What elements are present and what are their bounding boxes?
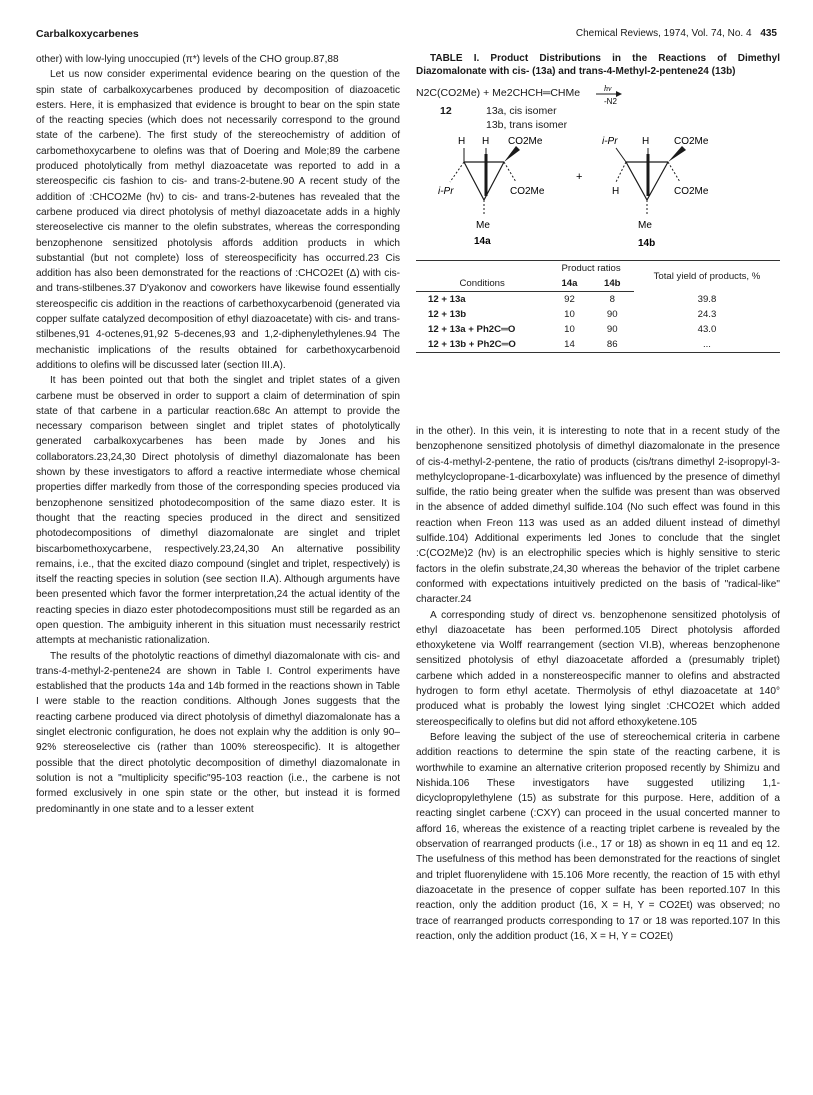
cell-conditions: 12 + 13a — [428, 294, 466, 305]
cell-yield: 39.8 — [697, 293, 717, 305]
header-14b: 14b — [591, 276, 634, 292]
mol14a-co2me-top: CO2Me — [508, 136, 543, 147]
cell-14b: 8 — [609, 294, 615, 305]
table-row — [416, 307, 780, 322]
label-13a: 13a, cis isomer — [486, 105, 557, 117]
paragraph: The results of the photolytic reactions of dimethyl diazomalonate with cis- and trans-4-methyl-2-pentene24 are shown in Table I. Control experiments have established that the products 14a and 14b formed in the reactions shown in Table I were stable to the reaction conditions. Although Jones suggests that the reacting carbene produced via direct photolysis of dimethyl diazomalonate has a singlet electronic configuration, he does not explain why the addition is only 90–92% stereoselective cis (rather than 100% stereospecific). It is altogether possible that the direct photolytic decomposition of dimethyl diazomalonate in solution is not a "multiplicity specific"95-103 reaction (i.e., the carbene is not formed exclusively in one spin state or the other, but instead it is formed predominantly in one state and to a lesser extent — [36, 650, 400, 815]
cell-14a: 14 — [548, 337, 590, 353]
cell-yield: ... — [634, 337, 780, 353]
cell-14a: 92 — [564, 294, 575, 305]
right-column-text — [416, 424, 780, 944]
mol14b-h1: H — [642, 136, 650, 147]
label-13b: 13b, trans isomer — [486, 119, 568, 131]
table-row — [416, 322, 780, 337]
mol14b-co2me-bottom: CO2Me — [674, 186, 709, 197]
table-title: TABLE I. Product Distributions in the Reactions of Dimethyl Diazomalonate with cis- (13a) and trans-4-Methyl-2-pentene24 (13b) — [416, 53, 780, 77]
paragraph: It has been pointed out that both the singlet and triplet states of a given carbene must be observed in order to support a claim of determination of spin state of that carbene in a particular reaction.68c An attempt to provide the necessary comparison between singlet and triplet states of photolytically generated carbalkoxycarbenes has been made by Jones and his collaborators.23,24,30 Direct photolysis of dimethyl diazomalonate has been shown by these investigators to afford a reactive intermediate whose chemical properties differ markedly from those of the corresponding species produced via benzophenone sensitized photodecomposition of the same diazo ester. It is thought that the reacting species produced in the direct and sensitized photodecompositions of dimethyl diazomalonate are singlet and triplet biscarbomethoxycarbene, respectively.23,24,30 An alternative possibility remains, i.e., that the excited diazo compound (singlet and triplet, respectively) is itself the reacting species in solution (see section II.A). Although arguments have been presented which favor the former interpretation,24 the actual identity of the reacting species in diazo ester photodecompositions must still be regarded as an open question. The ambiguity inherent in this situation must necessarily restrict attempts at mechanistic rationalization. — [36, 375, 400, 647]
paragraph: Before leaving the subject of the use of stereochemical criteria in carbene addition reactions to determine the spin state of the reacting carbene, it is worthwhile to examine an alternative criterion proposed recently by Shimizu and Nishida.106 These investigators have suggested utilizing 1,1-dicyclopropylethylene (15) as substrate for this purpose. Here, addition of a reacting singlet carbene (:CXY) can proceed in the usual concerted manner to afford 16, whereas the existence of a reacting triplet carbene is revealed by the observation of rearranged products (i.e., 17 or 18) as shown in eq 11 and eq 12. The usefulness of this method has been demonstrated for the reactions of singlet and triplet fluorenylidene with 15.106 More recently, the reaction of 15 with ethyl diazoacetate in the presence of copper sulfate has been reported.107 In this reaction, only the addition product (16, X = H, Y = CO2Et) was observed; no trace of rearranged products corresponding to 17 or 18 was reported.107 In this reaction, only the addition product (16, X = H, Y = CO2Et) — [416, 731, 780, 942]
header-14a: 14a — [548, 276, 590, 292]
cell-conditions: 12 + 13b + Ph2C═O — [416, 337, 548, 353]
header-product-ratios: Product ratios — [548, 261, 634, 277]
mol14b-label: 14b — [638, 238, 656, 249]
page-number: 435 — [760, 28, 777, 39]
paragraph: A corresponding study of direct vs. benzophenone sensitized photolysis of ethyl diazoacetate has been performed.105 Direct photolysis afforded ethoxyketene via Wolff rearrangement (section VI.B), whereas benzophenone sensitized photolysis of ethyl diazoacetate afforded a (presumably triplet) carbene which added in a nonstereospecific manner to olefins and abstracted hydrogen to form ethyl acetate. Thermolysis of ethyl diazoacetate at 140° produced what is probably the lowest lying singlet :CHCO2Et which added stereospecifically to olefins but did not afford ethoxyketene.105 — [416, 609, 780, 728]
table-row — [416, 292, 780, 308]
arrow-label-top: hν — [604, 84, 612, 93]
left-column — [36, 52, 400, 817]
table-row — [416, 337, 780, 353]
header-conditions: Conditions — [416, 276, 548, 292]
paragraph: Let us now consider experimental evidence bearing on the question of the spin state of carbalkoxycarbenes produced by decomposition of diazoacetic esters. Here, it is emphasized that evidence is brought to bear on the spin state of the reacting species (which does not necessarily correspond to the ground state of the carbene). The first study of the stereochemistry of addition of carbomethoxycarbene to olefins was that of Doering and Mole;89 the carbene produced photolytically from methyl diazoacetate was reported to add in a stereospecific cis fashion to cis- and trans-2-butene.90 A recent study of the addition of :CHCO2Me (hν) to cis- and trans-2-butenes has revealed that the carbene produced via direct photolysis of methyl diazoacetate adds in a highly stereoselective cis manner to the olefin substrates, whereas the corresponding benzophenone sensitized photolysis affords addition products in which substantial (but not complete) loss of stereospecificity has occurred.23 Cis addition has also been demonstrated for the reactions of :CHCO2Et (Δ) with cis- and trans-stilbenes.37 D'yakonov and coworkers have likewise found essentially stereospecific cis addition in the reactions of carbethoxycarbenoid (generated via copper sulfate catalyzed decomposition of ethyl diazoacetate) with cis- and trans-stilbenes,91 4-octenes,91,92 5-decenes,93 and 1,2-diphenylethylenes.94 The mechanistic implications of the results obtained for carbethoxycarbenoid additions to olefins will be discussed later (section III.A). — [36, 69, 400, 371]
cell-yield: 24.3 — [697, 309, 717, 320]
mol14b-co2me-top: CO2Me — [674, 136, 709, 147]
cell-14a: 10 — [564, 309, 575, 320]
section-running-title: Carbalkoxycarbenes — [36, 28, 139, 40]
right-column — [416, 52, 780, 944]
cell-14b: 90 — [606, 324, 618, 335]
product-table — [416, 260, 780, 353]
journal-header — [576, 28, 777, 39]
cell-conditions: 12 + 13a + Ph2C═O — [428, 324, 516, 335]
mol14a-h2: H — [482, 136, 490, 147]
label-12: 12 — [440, 105, 452, 117]
mol14a-me: Me — [476, 220, 490, 231]
mol14a-co2me-bottom: CO2Me — [510, 186, 545, 197]
mol14a-label: 14a — [474, 236, 491, 247]
header-total-yield: Total yield of products, % — [634, 261, 780, 292]
cell-14a: 10 — [564, 324, 575, 335]
arrow-label-bottom: -N2 — [604, 97, 617, 106]
reaction-scheme — [416, 84, 780, 350]
cell-yield: 43.0 — [697, 324, 717, 335]
cell-14b: 90 — [606, 309, 618, 320]
plus-sign: + — [576, 171, 583, 183]
journal-citation: Chemical Reviews, 1974, Vol. 74, No. 4 — [575, 28, 752, 39]
mol14b-h2: H — [612, 186, 620, 197]
reaction-equation: N2C(CO2Me) + Me2CHCH═CHMe — [416, 87, 581, 99]
mol14a-ipr: i-Pr — [438, 186, 454, 197]
paragraph: other) with low-lying unoccupied (π*) levels of the CHO group.87,88 — [36, 54, 339, 65]
paragraph: in the other). In this vein, it is interesting to note that in a recent study of the benzophenone sensitized photolysis of dimethyl diazomalonate in the presence of cis-4-methyl-2-pentene, the ratio of products (cis/trans dimethyl 2-isopropyl-3-methylcyclopropane-1-dicarboxylate) was influenced by the presence of dimethyl sulfide, the ratio being greater when the sulfide was present than was observed in the absence of added dimethyl sulfide.104 (No such effect was found in this reaction when Freon 113 was used as an added diluent instead of dimethyl sulfide.104) Additional experiments led Jones to conclude that the singlet :C(CO2Me)2 (hν) is an electrophilic species which is highly sensitive to steric factors in the olefin substrate,24,30 whereas the behavior of the triplet carbene conformed with expectations intuitively predicted on the basis of "radical-like" character.24 — [416, 426, 780, 606]
mol14a-h1: H — [458, 136, 466, 147]
cell-14b: 86 — [591, 337, 634, 353]
cell-conditions: 12 + 13b — [428, 309, 467, 320]
mol14b-ipr: i-Pr — [602, 136, 618, 147]
mol14b-me: Me — [638, 220, 652, 231]
